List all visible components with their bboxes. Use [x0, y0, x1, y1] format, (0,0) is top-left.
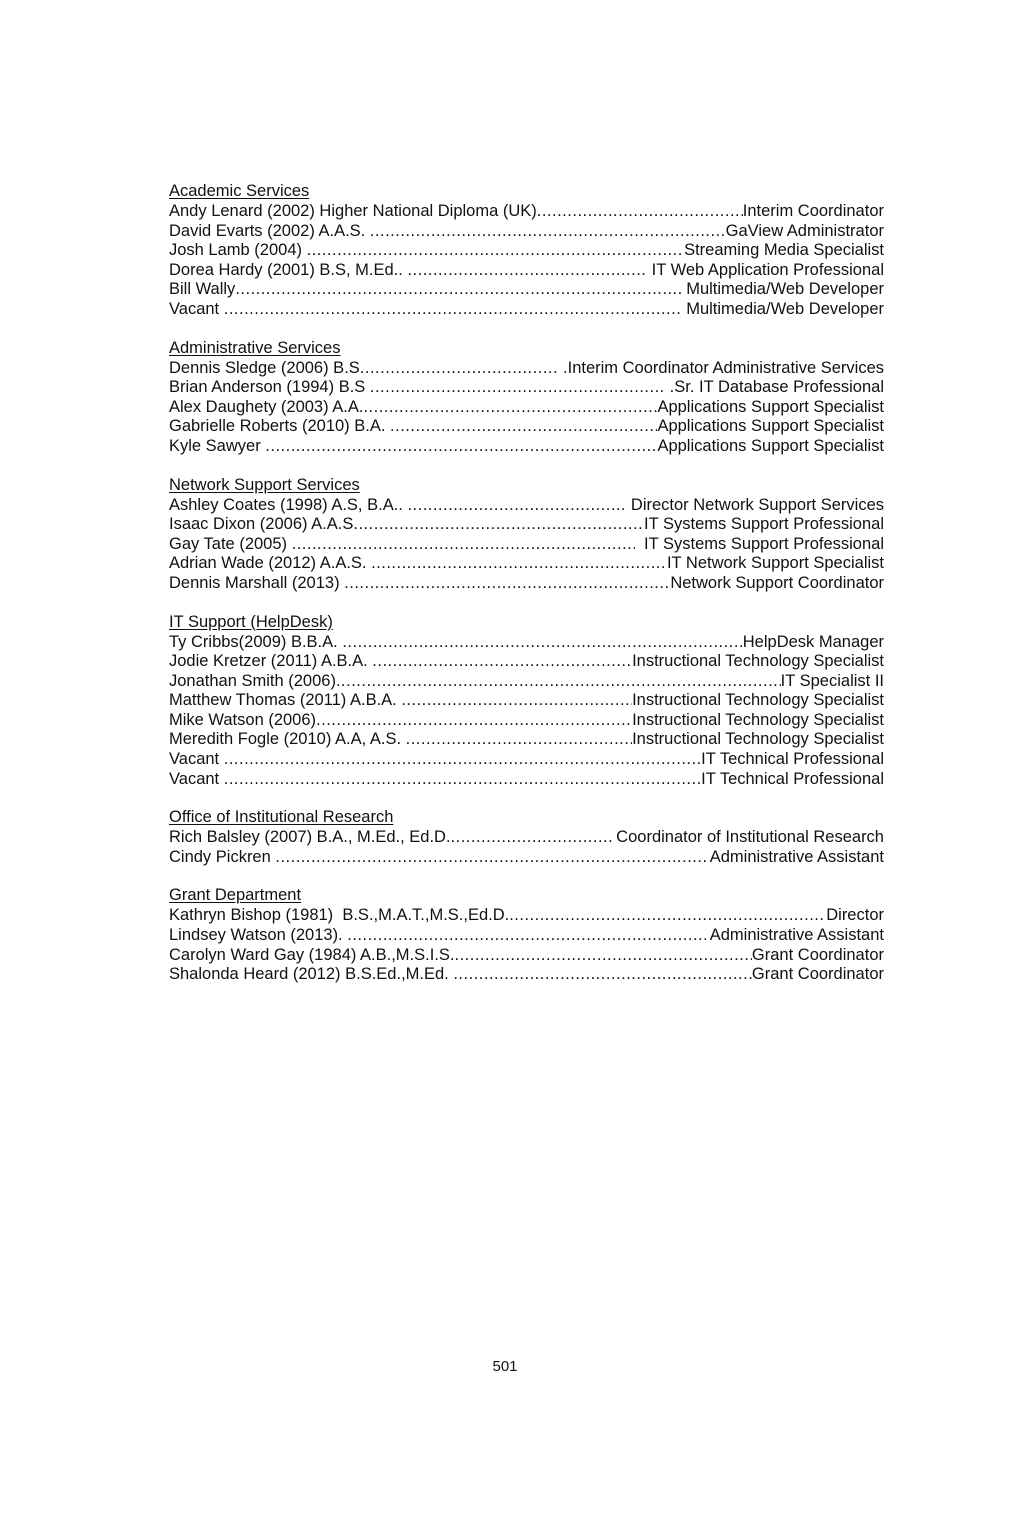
staff-directory: [169, 181, 884, 1003]
staff-role: Coordinator of Institutional Research: [611, 828, 884, 847]
staff-name: Kathryn Bishop (1981) B.S.,M.A.T.,M.S.,Ed.D.: [169, 906, 510, 925]
staff-name: Andy Lenard (2002) Higher National Diploma (UK): [169, 202, 537, 220]
staff-role: IT Systems Support Professional: [634, 534, 884, 553]
staff-name: Dennis Sledge (2006) B.S: [169, 358, 360, 377]
list-item: [169, 965, 884, 985]
staff-role: Applications Support Specialist: [657, 436, 884, 455]
staff-role: Interim Coordinator: [742, 202, 884, 220]
dot-leader: [455, 946, 752, 966]
staff-name: Vacant: [169, 750, 224, 769]
staff-name: Jodie Kretzer (2011) A.B.A.: [169, 652, 373, 671]
dot-leader: [316, 711, 632, 731]
list-item: [169, 750, 884, 770]
staff-name: Jonathan Smith (2006): [169, 671, 336, 690]
list-item: [169, 261, 884, 281]
dot-leader: [265, 437, 657, 457]
staff-role: Director Network Support Services: [626, 495, 884, 514]
staff-name: Brian Anderson (1994) B.S: [169, 378, 370, 397]
list-item: [169, 515, 884, 535]
list-item: [169, 672, 884, 692]
dot-leader: [406, 730, 632, 750]
staff-role: HelpDesk Manager: [742, 632, 884, 651]
staff-role: Instructional Technology Specialist: [632, 652, 884, 671]
list-item: [169, 417, 884, 437]
staff-name: Gay Tate (2005): [169, 534, 292, 553]
staff-name: Ty Cribbs(2009) B.B.A.: [169, 632, 343, 651]
dot-leader: [353, 515, 644, 535]
list-item: [169, 730, 884, 750]
list-item: [169, 300, 884, 320]
staff-role: GaView Administrator: [725, 221, 884, 240]
staff-role: Multimedia/Web Developer: [681, 280, 884, 299]
staff-role: Director: [826, 906, 884, 925]
dot-leader: [347, 926, 706, 946]
staff-role: IT Network Support Specialist: [666, 554, 884, 573]
section-title: Office of Institutional Research: [169, 808, 394, 827]
staff-name: Alex Daughety (2003) A.A.: [169, 397, 364, 416]
dot-leader: [390, 417, 657, 437]
staff-role: IT Technical Professional: [701, 750, 884, 769]
list-item: [169, 652, 884, 672]
dot-leader: [275, 848, 706, 868]
staff-name: Lindsey Watson (2013).: [169, 926, 348, 945]
staff-role: IT Web Application Professional: [647, 260, 884, 279]
list-item: [169, 770, 884, 790]
staff-role: Applications Support Specialist: [657, 417, 884, 436]
list-item: [169, 398, 884, 418]
staff-role: IT Specialist II: [780, 671, 884, 690]
staff-role: .Sr. IT Database Professional: [665, 378, 884, 397]
dot-leader: [224, 300, 682, 320]
staff-role: Administrative Assistant: [706, 926, 884, 945]
staff-name: Kyle Sawyer: [169, 436, 266, 455]
staff-name: Mike Watson (2006): [169, 710, 317, 729]
staff-role: Administrative Assistant: [706, 847, 884, 866]
section-title: Grant Department: [169, 886, 302, 905]
dot-leader: [453, 965, 752, 985]
staff-role: IT Technical Professional: [701, 769, 884, 788]
dot-leader: [537, 202, 743, 222]
staff-role: Instructional Technology Specialist: [632, 710, 884, 729]
dot-leader: [235, 280, 681, 300]
dot-leader: [370, 222, 726, 242]
staff-role: Instructional Technology Specialist: [632, 730, 884, 749]
dot-leader: [371, 554, 667, 574]
list-item: [169, 378, 884, 398]
section-title: Administrative Services: [169, 338, 341, 357]
dot-leader: [407, 261, 647, 281]
dot-leader: [360, 359, 559, 379]
list-item: [169, 906, 884, 926]
dot-leader: [224, 770, 701, 790]
list-item: [169, 848, 884, 868]
list-item: [169, 280, 884, 300]
list-item: [169, 711, 884, 731]
section-office-of-institutional-research: [169, 807, 884, 867]
list-item: [169, 496, 884, 516]
page-number: 501: [492, 1358, 518, 1375]
staff-role: Grant Coordinator: [751, 945, 884, 964]
staff-role: Applications Support Specialist: [657, 397, 884, 416]
dot-leader: [307, 241, 684, 261]
list-item: [169, 535, 884, 555]
list-item: [169, 828, 884, 848]
list-item: [169, 359, 884, 379]
staff-name: Isaac Dixon (2006) A.A.S: [169, 515, 354, 534]
staff-name: Adrian Wade (2012) A.A.S.: [169, 554, 372, 573]
staff-role: IT Systems Support Professional: [644, 515, 884, 534]
section-title: IT Support (HelpDesk): [169, 612, 333, 631]
list-item: [169, 574, 884, 594]
staff-name: Dorea Hardy (2001) B.S, M.Ed..: [169, 260, 408, 279]
section-grant-department: [169, 885, 884, 984]
dot-leader: [509, 906, 826, 926]
staff-name: Vacant: [169, 299, 224, 318]
dot-leader: [336, 672, 781, 692]
staff-name: Cindy Pickren: [169, 847, 276, 866]
staff-name: Gabrielle Roberts (2010) B.A.: [169, 417, 391, 436]
list-item: [169, 926, 884, 946]
staff-name: Rich Balsley (2007) B.A., M.Ed., Ed.D.: [169, 828, 451, 847]
staff-role: Streaming Media Specialist: [684, 241, 884, 260]
section-academic-services: [169, 181, 884, 320]
staff-role: .Interim Coordinator Administrative Services: [558, 358, 884, 377]
staff-name: Dennis Marshall (2013): [169, 573, 345, 592]
list-item: [169, 241, 884, 261]
section-network-support-services: [169, 475, 884, 594]
section-it-support-helpdesk: [169, 612, 884, 790]
list-item: [169, 633, 884, 653]
staff-name: David Evarts (2002) A.A.S.: [169, 221, 370, 240]
dot-leader: [451, 828, 612, 848]
list-item: [169, 222, 884, 242]
dot-leader: [344, 574, 670, 594]
list-item: [169, 437, 884, 457]
dot-leader: [370, 378, 665, 398]
dot-leader: [372, 652, 632, 672]
dot-leader: [342, 633, 742, 653]
staff-name: Meredith Fogle (2010) A.A, A.S.: [169, 730, 406, 749]
dot-leader: [224, 750, 701, 770]
staff-role: Instructional Technology Specialist: [632, 691, 884, 710]
section-title: Academic Services: [169, 182, 310, 200]
staff-name: Vacant: [169, 769, 224, 788]
section-title: Network Support Services: [169, 475, 360, 494]
staff-name: Shalonda Heard (2012) B.S.Ed.,M.Ed.: [169, 965, 454, 984]
staff-role: Multimedia/Web Developer: [681, 299, 884, 318]
staff-name: Josh Lamb (2004): [169, 241, 307, 260]
dot-leader: [407, 496, 626, 516]
staff-name: Carolyn Ward Gay (1984) A.B.,M.S.I.S.: [169, 945, 455, 964]
section-administrative-services: [169, 338, 884, 457]
staff-name: Bill Wally: [169, 280, 236, 299]
dot-leader: [401, 691, 632, 711]
list-item: [169, 202, 884, 222]
dot-leader: [292, 535, 635, 555]
staff-role: Grant Coordinator: [751, 965, 884, 984]
staff-name: Ashley Coates (1998) A.S, B.A..: [169, 495, 408, 514]
staff-role: Network Support Coordinator: [670, 573, 884, 592]
list-item: [169, 691, 884, 711]
list-item: [169, 946, 884, 966]
dot-leader: [363, 398, 657, 418]
list-item: [169, 554, 884, 574]
staff-name: Matthew Thomas (2011) A.B.A.: [169, 691, 402, 710]
